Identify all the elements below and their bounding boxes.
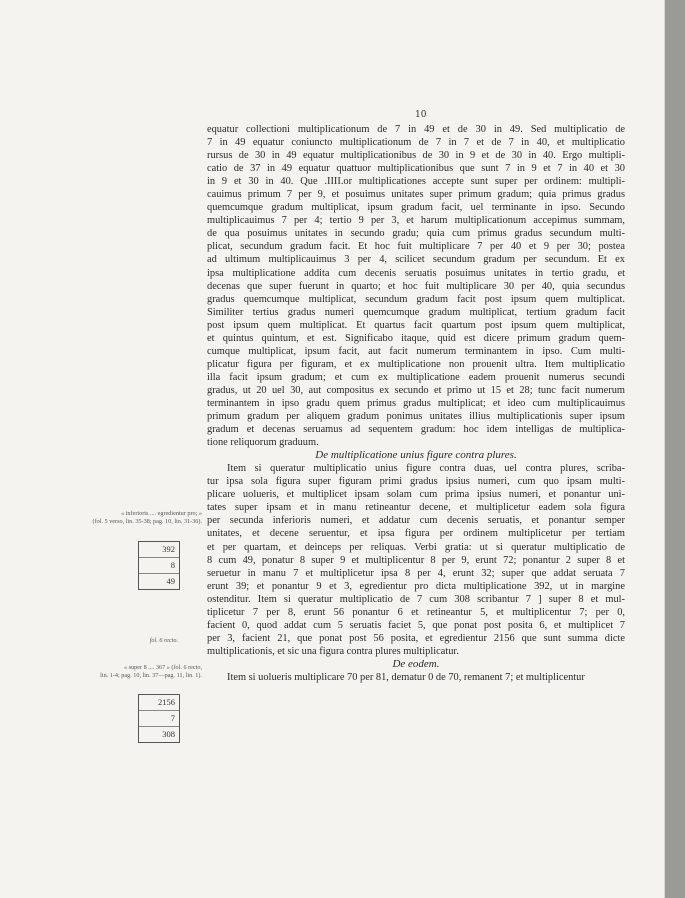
box-2-multiplicand: 308 [139,726,179,742]
text-line: cauimus primum 7 per 9, et posuimus unitates super primum gradum; quia primus gradus [207,189,625,201]
text-line: plicatur figura per figuram, et ex multiplicatione non prouenit ultra. Item multiplicatio [207,358,625,370]
text-line: gradum et decenas seruamus ad sequentem gradum: hoc idem intelligas de multiplica- [207,424,625,436]
text-line: multiplicationis, et sic una figura contra plures multiplicatur. [207,645,459,657]
main-text-block [207,123,625,684]
margin-calculation-box-1 [138,541,180,590]
text-line: tur ipsa sola figura super figuram primi gradus ipsius numeri, cum quo ipsam multi- [207,476,625,488]
text-line: illa facit ipsum gradum; et cum ex multiplicatione eadem prouenit numerus secundi [207,371,625,383]
text-line: in 9 et 30 in 40. Que .IIII.or multiplicationes accepte sunt super per ordinem: multipli- [207,176,625,188]
subsection-heading: De eodem. [392,657,440,670]
text-line: catio de 37 in 49 equatur quattuor multiplicationibus que sunt 7 in 9 et 7 in 40 et 30 [207,163,625,175]
final-line: Item si uolueris multiplicare 70 per 81, dematur 0 de 70, remanent 7; et multiplicentur [227,671,585,683]
text-line: erunt 39; et ponantur 9 et 3, egredientur pro dicta multiplicatione 392, ut in margine [207,580,625,592]
folio-reference: fol. 6 recto. [149,637,178,644]
text-line: per secunda inferioris numeri, et addatur cum decenis seruatis, et ponantur semper [207,515,625,527]
text-line: equatur collectioni multiplicationum de 7 in 49 et de 30 in 49. Sed multiplicatio de [207,124,625,135]
text-line: plicat, secundum gradum facit. Et hoc fuit multiplicare 7 per 40 et 9 per 30; postea [207,241,625,253]
text-line: 8 cum 49, ponatur 8 super 9 et multiplicentur 8 per 9, erunt 72; ponantur 2 super 8 et [207,554,625,566]
text-line: 7 in 49 equatur coniuncto multiplicationum de 7 in 7 et de 7 in 40, et multiplicatio [207,137,625,149]
margin-note-1-text: « inferioris .... egredientur pro; » [121,510,202,517]
text-line: decenas que super fuerunt in quarto; et hoc fuit multiplicare 30 per 40, quia secundus [207,280,625,292]
text-line: unitates, et decene seruentur, et ipsa figura per ordinem multiplicetur per tertiam [207,528,625,540]
text-line: et per quartam, et deinceps per reliquas. Verbi gratia: ut si queratur multiplicatio de [207,541,625,553]
text-line: et quintus quintum, et est. Significabo itaque, quid est dicere primum gradum quem- [207,332,625,344]
box-2-result: 2156 [158,697,175,707]
box-1-multiplier: 8 [139,557,179,573]
text-line: rursus de 30 in 49 equatur multiplicationibus de 30 in 9 et de 30 in 40. Ergo multipli- [207,150,625,162]
text-line: Similiter tertius gradus numeri quemcumque gradum multiplicat, tertium gradum facit [207,306,625,318]
box-1-multiplicand: 49 [139,573,179,589]
text-line: post ipsum quem multiplicat. Et quartus facit quartum post ipsum quem multiplicat, [207,319,625,331]
box-2-multiplier: 7 [139,710,179,726]
page-number: 10 [415,110,427,120]
box-1-result: 392 [162,544,175,554]
section-paragraph [207,462,625,658]
body-paragraph [207,123,625,449]
text-line: multiplicauimus 7 per 4; tertio 9 per 3, et harum multiplicationum accepimus summam, [207,215,625,227]
text-line: seruetur in manu 7 et multiplicetur ipsa 8 per 4, erunt 32; super que addat seruata 7 [207,567,625,579]
text-line: primum gradum per aliquem gradum ponimus unitates illius multiplicationis super ipsum [207,411,625,423]
text-line: per 3, facient 21, que ponat post 56 posita, et egredientur 2156 que sunt summa dicte [207,632,625,644]
text-line: plicare uolueris, et multiplicet ipsam solam cum prima ipsius numeri, et ponantur uni- [207,489,625,501]
margin-note-2-text: « super 8 .... 367 » (fol. 6 recto, [123,664,202,671]
text-line: ostenditur. Item si queratur multiplicatio de 7 cum 308 scribantur 7 ] super 8 et mul- [207,593,625,605]
text-line: ipsa multiplicatione addita cum decenis seruatis posuimus unitates in tertio gradu, et [207,267,625,279]
text-line: quemcumque gradum multiplicat, ipsum gradum facit, uel terminante in ipso. Secundo [207,202,625,214]
text-line: gradus, ut 20 uel 30, aut compositus ex secundo et primo ut 15 et 28; tunc facit numerum [207,384,625,396]
text-line: gradus quemcumque multiplicat, secundum gradum facit post ipsum quem multiplicat. [207,293,625,305]
text-line: de qua posuimus unitates in secundo gradu; quia cum primus gradus secundum multi- [207,228,625,240]
margin-note-1 [86,510,202,525]
margin-note-2-ref: lin. 1-4; pag. 10, lin. 37—pag. 11, lin. 1). [100,671,202,679]
text-line: cumque multiplicat, ipsum facit, aut facit numerum terminantem in ipso. Cum multi- [207,345,625,357]
margin-note-1-ref: (fol. 5 verso, lin. 35-38; pag. 10, lin. 31-36). [92,517,202,525]
text-line: Item si queratur multiplicatio unius figure contra duas, uel contra plures, scriba- [227,463,625,475]
text-line: facient 0, quod addat cum 5 seruatis faciet 5, que ponat post posita 6, et multiplicet 7 [207,619,625,631]
section-heading: De multiplicatione unius figure contra plures. [315,449,517,462]
margin-note-2 [86,664,202,679]
margin-calculation-box-2 [138,694,180,743]
text-line: ad ultimum multiplicauimus 3 per 4, scilicet secundum gradum per secundum. Et ex [207,254,625,266]
text-line: tates super ipsam et in manu retineantur decene, et multiplicetur eadem sola figura [207,502,625,514]
text-line: tiplicetur 7 per 8, erunt 56 ponantur 6 et retineantur 5, et multiplicentur 7; per 0, [207,606,625,618]
text-line: tione reliquorum graduum. [207,437,319,449]
text-line: terminantem in ipso gradu quem primus gradus multiplicat; et ideo cum multiplicauimus [207,397,625,409]
